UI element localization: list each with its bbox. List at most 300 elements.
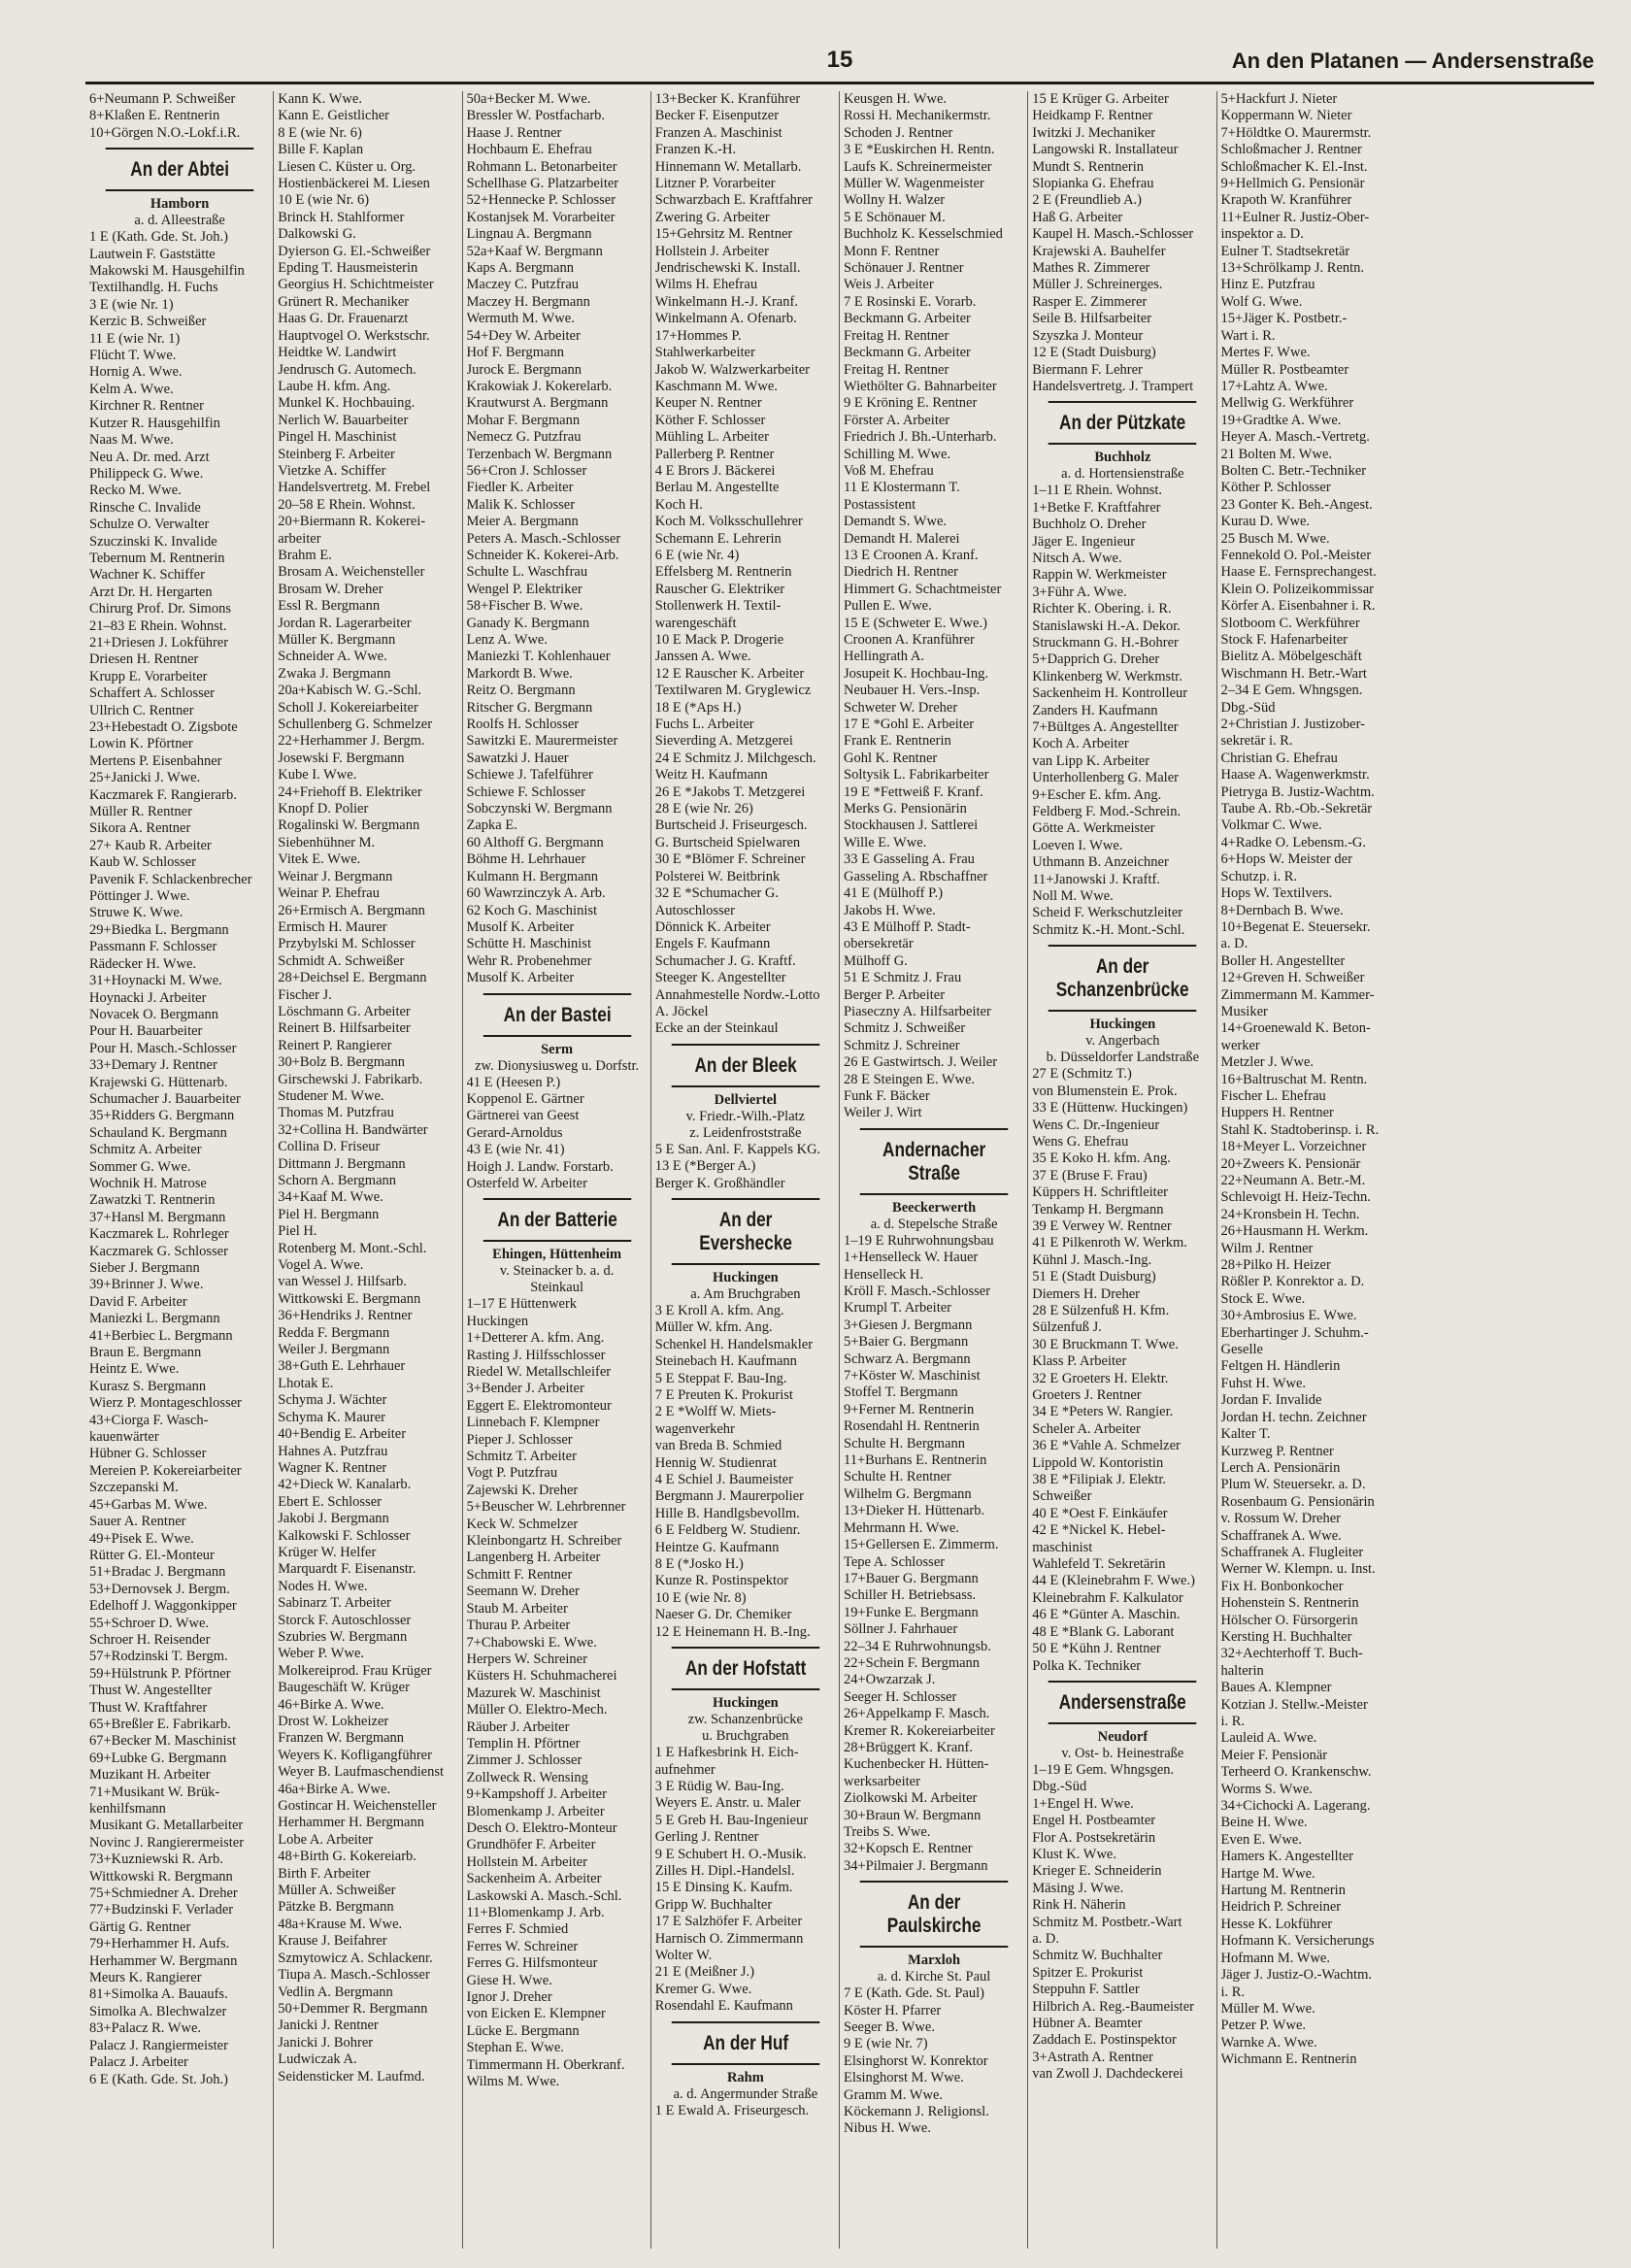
directory-entry: Mazurek W. Maschinist xyxy=(466,1684,601,1701)
directory-entry: Kann K. Wwe. xyxy=(278,91,362,107)
district-name: Huckingen xyxy=(713,1695,779,1712)
directory-entry: Schullenberg G. Schmelzer xyxy=(278,717,433,733)
directory-entry: Pullen E. Wwe. xyxy=(844,598,932,615)
directory-entry: Zilles H. Dipl.-Handelsl. xyxy=(654,1862,795,1879)
directory-entry: 7 E (Kath. Gde. St. Paul) xyxy=(844,1985,984,2002)
directory-entry: von Eicken E. Klempner xyxy=(466,2006,606,2022)
directory-entry: Ecke an der Steinkaul xyxy=(654,1020,779,1037)
directory-entry: Lücke E. Bergmann xyxy=(466,2022,580,2039)
directory-entry: Jurock E. Bergmann xyxy=(466,361,582,378)
directory-entry: Diemers H. Dreher xyxy=(1032,1285,1140,1302)
directory-entry: 5+Baier G. Bergmann xyxy=(844,1334,969,1351)
directory-entry: Kurzweg P. Rentner xyxy=(1220,1443,1334,1459)
directory-entry: Przybylski M. Schlosser xyxy=(278,936,416,952)
directory-entry: Dittmann J. Bergmann xyxy=(278,1155,406,1172)
directory-entry: 71+Musikant W. Brük- xyxy=(89,1784,220,1800)
directory-entry: Janssen A. Wwe. xyxy=(654,649,751,665)
directory-entry: Hoigh J. Landw. Forstarb. xyxy=(466,1158,614,1175)
directory-entry: Biermann F. Lehrer xyxy=(1032,361,1143,378)
directory-entry: Krajewski G. Hüttenarb. xyxy=(89,1074,228,1090)
directory-entry: Schönauer J. Rentner xyxy=(844,260,964,277)
directory-entry: Monn F. Rentner xyxy=(844,243,940,259)
directory-entry: Sauer A. Rentner xyxy=(89,1514,186,1530)
directory-entry: 13+Dieker H. Hüttenarb. xyxy=(844,1503,985,1519)
directory-entry: Birth F. Arbeiter xyxy=(278,1865,371,1882)
street-description: v. Angerbach xyxy=(1085,1033,1160,1050)
directory-entry: Demandt S. Wwe. xyxy=(844,514,948,530)
directory-entry: Sackenheim H. Kontrolleur xyxy=(1032,685,1188,702)
directory-entry: 10 E (wie Nr. 6) xyxy=(278,192,370,209)
directory-entry: Klein O. Polizeikommissar xyxy=(1220,581,1374,597)
directory-entry: Gärtnerei van Geest xyxy=(466,1108,580,1124)
directory-entry: 13+Becker K. Kranführer xyxy=(654,91,801,107)
directory-entry: halterin xyxy=(1220,1662,1264,1679)
directory-entry: Flücht T. Wwe. xyxy=(89,348,177,364)
street-description: z. Leidenfroststraße xyxy=(689,1124,802,1141)
directory-entry: Bille F. Kaplan xyxy=(278,142,364,158)
directory-entry: 32 E Groeters H. Elektr. xyxy=(1032,1370,1169,1386)
directory-entry: Hartge M. Wwe. xyxy=(1220,1865,1315,1882)
directory-entry: Klass P. Arbeiter xyxy=(1032,1353,1127,1370)
directory-entry: 30+Bolz B. Bergmann xyxy=(278,1054,405,1071)
directory-entry: Maczey C. Putzfrau xyxy=(466,277,580,293)
directory-entry: Wille E. Wwe. xyxy=(844,834,927,850)
directory-column xyxy=(840,91,1028,2249)
directory-entry: Stephan E. Wwe. xyxy=(466,2040,564,2056)
directory-entry: Keusgen H. Wwe. xyxy=(844,91,948,107)
directory-entry: Georgius H. Schichtmeister xyxy=(278,277,434,293)
directory-entry: G. Burtscheid Spielwaren xyxy=(654,834,801,850)
directory-entry: Weyer B. Laufmaschendienst xyxy=(278,1764,445,1781)
directory-entry: 52a+Kaaf W. Bergmann xyxy=(466,243,603,259)
directory-entry: Braun E. Bergmann xyxy=(89,1345,202,1361)
directory-entry: 9+Kampshoff J. Arbeiter xyxy=(466,1786,607,1803)
street-description: a. Am Bruchgraben xyxy=(690,1285,801,1302)
directory-entry: 5 E Greb H. Bau-Ingenieur xyxy=(654,1812,809,1828)
directory-entry: 7+Höldtke O. Maurermstr. xyxy=(1220,124,1372,141)
directory-entry: Rädecker H. Wwe. xyxy=(89,955,197,972)
directory-entry: Müller M. Wwe. xyxy=(1220,2000,1315,2017)
directory-entry: Dbg.-Süd xyxy=(1032,1779,1087,1795)
directory-entry: Steeger K. Angestellter xyxy=(654,970,786,986)
directory-entry: Mellwig G. Werkführer xyxy=(1220,395,1354,412)
directory-entry: 22+Neumann A. Betr.-M. xyxy=(1220,1173,1366,1188)
directory-entry: Scheid F. Werkschutzleiter xyxy=(1032,905,1183,921)
directory-entry: 42 E *Nickel K. Hebel- xyxy=(1032,1522,1166,1539)
directory-entry: 8+Dernbach B. Wwe. xyxy=(1220,902,1344,918)
directory-entry: Szuczinski K. Invalide xyxy=(89,533,217,550)
directory-entry: Vietzke A. Schiffer xyxy=(278,462,386,479)
directory-entry: Girschewski J. Fabrikarb. xyxy=(278,1071,423,1087)
directory-entry: 20+Zweers K. Pensionär xyxy=(1220,1155,1361,1172)
page-number: 15 xyxy=(826,47,853,73)
directory-entry: Uthmann B. Anzeichner xyxy=(1032,854,1169,871)
directory-entry: 3+Astrath A. Rentner xyxy=(1032,2049,1153,2065)
directory-entry: Dbg.-Süd xyxy=(1220,699,1276,716)
directory-entry: 4+Radke O. Lebensm.-G. xyxy=(1220,834,1367,850)
directory-entry: Ullrich C. Rentner xyxy=(89,702,194,718)
directory-entry: Küppers H. Schriftleiter xyxy=(1032,1184,1168,1201)
directory-entry: 24 E Schmitz J. Milchgesch. xyxy=(654,750,816,766)
directory-entry: Pour H. Bauarbeiter xyxy=(89,1023,203,1040)
directory-entry: Fischer L. Ehefrau xyxy=(1220,1087,1326,1104)
directory-entry: 8+Klaßen E. Rentnerin xyxy=(89,108,220,124)
directory-entry: Autoschlosser xyxy=(654,902,735,918)
directory-entry: Hartung M. Rentnerin xyxy=(1220,1883,1346,1899)
directory-entry: Wolf G. Wwe. xyxy=(1220,293,1303,310)
directory-entry: Kaczmarek L. Rohrleger xyxy=(89,1226,229,1243)
directory-entry: Mathes R. Zimmerer xyxy=(1032,260,1150,277)
directory-entry: Herhammer W. Bergmann xyxy=(89,1952,238,1969)
directory-entry: Müller R. Postbeamter xyxy=(1220,361,1349,378)
directory-entry: Krautwurst A. Bergmann xyxy=(466,395,609,412)
directory-entry: 34+Kaaf M. Wwe. xyxy=(278,1189,383,1206)
directory-entry: 1 E Ewald A. Friseurgesch. xyxy=(654,2102,810,2118)
directory-entry: Malik K. Schlosser xyxy=(466,496,576,513)
directory-entry: 24+Friehoff B. Elektriker xyxy=(278,784,422,800)
street-heading: An der Bleek xyxy=(672,1044,820,1087)
directory-entry: Berger P. Arbeiter xyxy=(844,986,946,1003)
directory-entry: Mertens P. Eisenbahner xyxy=(89,752,222,769)
directory-entry: Redda F. Bergmann xyxy=(278,1324,390,1341)
directory-entry: 28 E (wie Nr. 26) xyxy=(654,801,753,817)
directory-entry: Schloßmacher K. El.-Inst. xyxy=(1220,158,1368,175)
directory-entry: Liesen C. Küster u. Org. xyxy=(278,158,416,175)
directory-entry: Kaschmann M. Wwe. xyxy=(654,378,778,394)
directory-entry: Handelsvertretg. J. Trampert xyxy=(1032,378,1194,394)
directory-entry: Hellingrath A. xyxy=(844,649,924,665)
directory-entry: Koch A. Arbeiter xyxy=(1032,736,1129,752)
directory-entry: 25+Janicki J. Wwe. xyxy=(89,770,201,786)
directory-entry: Maniezki T. Kohlenhauer xyxy=(466,649,611,665)
directory-entry: Haase E. Fernsprechangest. xyxy=(1220,564,1377,581)
directory-entry: 11+Janowski J. Kraftf. xyxy=(1032,871,1160,887)
directory-entry: Müller W. kfm. Ang. xyxy=(654,1319,773,1336)
directory-entry: 40+Bendig E. Arbeiter xyxy=(278,1426,407,1443)
directory-entry: 50a+Becker M. Wwe. xyxy=(466,91,591,107)
directory-entry: 31+Hoynacki M. Wwe. xyxy=(89,973,222,989)
directory-entry: Schmitz J. Schweißer xyxy=(844,1020,966,1037)
directory-entry: 30 E *Blömer F. Schreiner xyxy=(654,851,806,868)
directory-entry: Stollenwerk H. Textil- xyxy=(654,598,782,615)
directory-column xyxy=(651,91,840,2249)
directory-entry: 1+Engel H. Wwe. xyxy=(1032,1795,1134,1812)
directory-entry: Steppuhn F. Sattler xyxy=(1032,1982,1140,1998)
directory-entry: 50 E *Kühn J. Rentner xyxy=(1032,1641,1161,1657)
directory-entry: Schiller H. Betriebsass. xyxy=(844,1587,977,1604)
directory-entry: Marquardt F. Eisenanstr. xyxy=(278,1561,416,1578)
directory-entry: Meier A. Bergmann xyxy=(466,514,579,530)
directory-column xyxy=(463,91,651,2249)
directory-entry: Rütter G. El.-Monteur xyxy=(89,1547,215,1563)
directory-entry: 33+Demary J. Rentner xyxy=(89,1057,217,1074)
directory-entry: Noll M. Wwe. xyxy=(1032,888,1114,905)
directory-entry: 57+Rodzinski T. Bergm. xyxy=(89,1649,228,1665)
directory-entry: Voß M. Ehefrau xyxy=(844,462,934,479)
directory-entry: A. Jöckel xyxy=(654,1003,709,1019)
directory-entry: Kutzer R. Hausgehilfin xyxy=(89,415,220,431)
directory-entry: Grünert R. Mechaniker xyxy=(278,293,410,310)
directory-entry: Weber P. Wwe. xyxy=(278,1646,365,1662)
directory-entry: 2–34 E Gem. Whngsgen. xyxy=(1220,683,1363,699)
directory-entry: Reitz O. Bergmann xyxy=(466,683,576,699)
directory-entry: 48+Birth G. Kokereiarb. xyxy=(278,1849,416,1865)
directory-entry: Plum W. Steuersekr. a. D. xyxy=(1220,1477,1366,1493)
directory-entry: Müller J. Schreinerges. xyxy=(1032,277,1163,293)
directory-entry: Piel H. xyxy=(278,1223,317,1240)
directory-entry: 32+Aechterhoff T. Buch- xyxy=(1220,1646,1363,1662)
directory-entry: Desch O. Elektro-Monteur xyxy=(466,1819,617,1836)
directory-entry: Heyer A. Masch.-Vertretg. xyxy=(1220,429,1370,446)
directory-entry: Studener M. Wwe. xyxy=(278,1087,384,1104)
directory-entry: van Zwoll J. Dachdeckerei xyxy=(1032,2066,1183,2083)
directory-entry: Kirchner R. Rentner xyxy=(89,398,204,415)
directory-entry: 10 E Mack P. Drogerie xyxy=(654,632,784,648)
directory-entry: 2 E *Wolff W. Miets- xyxy=(654,1404,777,1420)
directory-entry: 12 E (Stadt Duisburg) xyxy=(1032,345,1156,361)
directory-entry: Henselleck H. xyxy=(844,1266,924,1283)
directory-entry: 6+Neumann P. Schweißer xyxy=(89,91,236,107)
directory-entry: Thurau P. Arbeiter xyxy=(466,1618,571,1634)
directory-entry: 25 Busch M. Wwe. xyxy=(1220,530,1330,547)
directory-entry: Zajewski K. Dreher xyxy=(466,1482,579,1498)
directory-entry: Nemecz G. Putzfrau xyxy=(466,429,582,446)
directory-entry: Schmitz T. Arbeiter xyxy=(466,1449,577,1465)
directory-entry: 34+Cichocki A. Lagerang. xyxy=(1220,1798,1371,1815)
directory-entry: Gostincar H. Weichensteller xyxy=(278,1798,437,1815)
directory-entry: aufnehmer xyxy=(654,1761,716,1778)
directory-entry: Schmitz K.-H. Mont.-Schl. xyxy=(1032,921,1185,938)
directory-entry: Krupp E. Vorarbeiter xyxy=(89,668,208,684)
directory-entry: 5+Beuscher W. Lehrbrenner xyxy=(466,1499,626,1516)
directory-entry: Brinck H. Stahlformer xyxy=(278,209,405,225)
directory-entry: Sabinarz T. Arbeiter xyxy=(278,1595,391,1612)
district-name: Huckingen xyxy=(1089,1017,1156,1033)
directory-entry: Zanders H. Kaufmann xyxy=(1032,702,1158,718)
directory-entry: Krapoth W. Kranführer xyxy=(1220,192,1352,209)
directory-entry: Zwaka J. Bergmann xyxy=(278,665,391,682)
directory-entry: Worms S. Wwe. xyxy=(1220,1781,1313,1797)
directory-entry: 20a+Kabisch W. G.-Schl. xyxy=(278,683,422,699)
street-heading: An der Batterie xyxy=(483,1198,631,1242)
directory-entry: Slotboom C. Werkführer xyxy=(1220,615,1360,631)
street-description: a. d. Alleestraße xyxy=(134,213,225,229)
directory-column xyxy=(1217,91,1406,2249)
directory-entry: 17 E *Gohl E. Arbeiter xyxy=(844,717,975,733)
directory-entry: Hof F. Bergmann xyxy=(466,345,564,361)
directory-entry: 18 E (*Aps H.) xyxy=(654,699,742,716)
directory-entry: 12+Greven H. Schweißer xyxy=(1220,970,1365,986)
directory-entry: von Blumenstein E. Prok. xyxy=(1032,1083,1178,1099)
directory-entry: 23+Hebestadt O. Zigsbote xyxy=(89,719,238,735)
directory-entry: Dalkowski G. xyxy=(278,226,356,243)
directory-entry: 77+Budzinski F. Verlader xyxy=(89,1902,234,1918)
directory-entry: Friedrich J. Bh.-Unterharb. xyxy=(844,429,997,446)
directory-entry: Pingel H. Maschinist xyxy=(278,429,397,446)
directory-entry: Schiewe F. Schlosser xyxy=(466,784,585,800)
directory-entry: Volkmar C. Wwe. xyxy=(1220,817,1322,834)
directory-entry: David F. Arbeiter xyxy=(89,1293,187,1310)
directory-entry: Warnke A. Wwe. xyxy=(1220,2034,1317,2051)
directory-entry: Janicki J. Bohrer xyxy=(278,2034,374,2051)
directory-entry: Fennekold O. Pol.-Meister xyxy=(1220,547,1372,563)
directory-entry: Stoffel T. Bergmann xyxy=(844,1384,958,1401)
street-heading: An der Eversheckе xyxy=(672,1198,820,1265)
directory-entry: 32 E *Schumacher G. xyxy=(654,885,779,902)
directory-entry: Sackenheim A. Arbeiter xyxy=(466,1871,602,1887)
directory-entry: Annahmestelle Nordw.-Lotto xyxy=(654,986,820,1003)
directory-entry: Neubauer H. Vers.-Insp. xyxy=(844,683,981,699)
street-description: v. Steinacker b. a. d. xyxy=(499,1263,615,1280)
directory-entry: Götte A. Werkmeister xyxy=(1032,820,1155,837)
directory-entry: Elsinghorst M. Wwe. xyxy=(844,2070,964,2086)
directory-entry: Hofmann M. Wwe. xyxy=(1220,1950,1330,1966)
directory-entry: 26+Appelkamp F. Masch. xyxy=(844,1706,990,1722)
directory-entry: 1+Betke F. Kraftfahrer xyxy=(1032,499,1161,516)
directory-entry: Klust K. Wwe. xyxy=(1032,1846,1116,1862)
directory-entry: Fischer J. xyxy=(278,986,332,1003)
page-header xyxy=(85,43,1594,84)
directory-entry: 7+Chabowski E. Wwe. xyxy=(466,1634,597,1651)
directory-entry: a. D. xyxy=(1220,936,1248,952)
directory-entry: Arzt Dr. H. Hergarten xyxy=(89,584,213,600)
directory-entry: Christian G. Ehefrau xyxy=(1220,750,1338,766)
directory-entry: 38+Guth E. Lehrhauer xyxy=(278,1358,406,1375)
directory-entry: Groeters J. Rentner xyxy=(1032,1387,1142,1403)
directory-entry: Musikant G. Metallarbeiter xyxy=(89,1818,244,1834)
directory-entry: Zawatzki T. Rentnerin xyxy=(89,1192,216,1209)
street-description: zw. Dionysiusweg u. Dorfstr. xyxy=(475,1057,640,1074)
directory-entry: Mühling L. Arbeiter xyxy=(654,429,769,446)
directory-entry: Lauleid A. Wwe. xyxy=(1220,1730,1317,1747)
directory-entry: Kaczmarek F. Rangierarb. xyxy=(89,786,237,803)
directory-entry: Hahnes A. Putzfrau xyxy=(278,1443,388,1459)
directory-entry: Maniezki L. Bergmann xyxy=(89,1311,220,1327)
directory-entry: Funk F. Bäcker xyxy=(844,1087,930,1104)
directory-entry: Hornig A. Wwe. xyxy=(89,364,183,381)
directory-entry: 3+Führ A. Wwe. xyxy=(1032,584,1127,600)
directory-entry: 34+Pilmaier J. Bergmann xyxy=(844,1857,988,1874)
directory-entry: 15 E Dinsing K. Kaufm. xyxy=(654,1880,793,1896)
directory-entry: Reinert P. Rangierer xyxy=(278,1037,392,1053)
directory-entry: 37+Hansl M. Bergmann xyxy=(89,1209,226,1225)
directory-entry: 37 E (Bruse F. Frau) xyxy=(1032,1167,1148,1184)
directory-entry: Fuhst H. Wwe. xyxy=(1220,1375,1307,1391)
directory-entry: 24+Kronsbein H. Techn. xyxy=(1220,1206,1360,1222)
directory-entry: 1–17 E Hüttenwerk xyxy=(466,1296,578,1313)
directory-entry: Ludwiczak A. xyxy=(278,2051,357,2068)
directory-entry: Elsinghorst W. Konrektor xyxy=(844,2052,988,2069)
directory-entry: Ritscher G. Bergmann xyxy=(466,699,593,716)
directory-entry: 26 E *Jakobs T. Metzgerei xyxy=(654,784,806,800)
directory-entry: 49+Pisek E. Wwe. xyxy=(89,1530,194,1547)
directory-entry: van Lipp K. Arbeiter xyxy=(1032,752,1150,769)
directory-entry: Mehrmann H. Wwe. xyxy=(844,1519,959,1536)
directory-entry: Bressler W. Postfacharb. xyxy=(466,108,606,124)
directory-entry: i. R. xyxy=(1220,1984,1246,2000)
directory-entry: 11 E Klostermann T. xyxy=(844,480,960,496)
directory-entry: Josupeit K. Hochbau-Ing. xyxy=(844,665,989,682)
directory-entry: Even E. Wwe. xyxy=(1220,1831,1302,1848)
directory-entry: Schmitt F. Rentner xyxy=(466,1566,573,1583)
directory-entry: Gerard-Arnoldus xyxy=(466,1124,563,1141)
directory-entry: Wollny H. Walzer xyxy=(844,192,946,209)
directory-entry: 65+Breßler E. Fabrikarb. xyxy=(89,1716,231,1732)
directory-entry: 17+Hommes P. xyxy=(654,327,742,344)
directory-entry: Hölscher O. Fürsorgerin xyxy=(1220,1612,1358,1628)
directory-entry: Jordan F. Invalide xyxy=(1220,1392,1322,1409)
directory-entry: Jakobi J. Bergmann xyxy=(278,1511,389,1527)
directory-entry: Grundhöfer F. Arbeiter xyxy=(466,1837,596,1853)
directory-entry: 5 E Steppat F. Bau-Ing. xyxy=(654,1370,787,1386)
directory-entry: Beckmann G. Arbeiter xyxy=(844,345,971,361)
directory-entry: Zollweck R. Wensing xyxy=(466,1769,588,1785)
directory-entry: kenhilfsmann xyxy=(89,1801,166,1817)
directory-entry: Rappin W. Werkmeister xyxy=(1032,567,1167,584)
directory-entry: Schloßmacher J. Rentner xyxy=(1220,142,1362,158)
directory-entry: Kröll F. Masch.-Schlosser xyxy=(844,1284,991,1299)
directory-entry: Markordt B. Wwe. xyxy=(466,665,573,682)
directory-entry: Hollstein M. Arbeiter xyxy=(466,1853,587,1870)
directory-entry: Laskowski A. Masch.-Schl. xyxy=(466,1887,622,1904)
directory-entry: Hostienbäckerei M. Liesen xyxy=(278,176,430,192)
directory-entry: Wochnik H. Matrose xyxy=(89,1175,207,1191)
directory-entry: 27+ Kaub R. Arbeiter xyxy=(89,837,212,853)
directory-entry: Seemann W. Dreher xyxy=(466,1584,580,1600)
directory-entry: 10+Görgen N.O.-Lokf.i.R. xyxy=(89,124,241,141)
directory-entry: Diedrich H. Rentner xyxy=(844,564,958,581)
directory-entry: 9+Hellmich G. Pensionär xyxy=(1220,176,1365,192)
directory-columns xyxy=(85,91,1594,2249)
directory-entry: Fuchs L. Arbeiter xyxy=(654,717,754,733)
directory-entry: Polka K. Techniker xyxy=(1032,1657,1142,1674)
directory-entry: 48a+Krause M. Wwe. xyxy=(278,1916,403,1932)
directory-entry: Beine H. Wwe. xyxy=(1220,1815,1308,1831)
directory-entry: 54+Dey W. Arbeiter xyxy=(466,327,581,344)
directory-entry: Driesen H. Rentner xyxy=(89,651,199,668)
directory-entry: Blomenkamp J. Arbeiter xyxy=(466,1803,605,1819)
directory-entry: Schoden J. Rentner xyxy=(844,124,953,141)
directory-entry: Vogel A. Wwe. xyxy=(278,1257,364,1274)
directory-entry: Köckemann J. Religionsl. xyxy=(844,2104,989,2120)
directory-entry: Keuper N. Rentner xyxy=(654,395,762,412)
directory-entry: 32+Kopsch E. Rentner xyxy=(844,1841,973,1857)
directory-entry: Weiler J. Bergmann xyxy=(278,1342,390,1358)
directory-entry: Seidensticker M. Laufmd. xyxy=(278,2068,425,2085)
directory-entry: Hops W. Textilvers. xyxy=(1220,885,1333,902)
street-heading: An der Abtei xyxy=(106,148,254,191)
directory-entry: 16+Baltruschat M. Rentn. xyxy=(1220,1071,1368,1087)
directory-entry: Novacek O. Bergmann xyxy=(89,1006,219,1022)
district-name: Dellviertel xyxy=(714,1091,778,1108)
directory-entry: Scholl J. Kokereiarbeiter xyxy=(278,699,418,716)
directory-entry: Schulze O. Verwalter xyxy=(89,517,210,533)
directory-entry: Weiler J. Wirt xyxy=(844,1105,922,1121)
directory-entry: Seeger H. Schlosser xyxy=(844,1688,957,1705)
directory-entry: Palacz J. Rangiermeister xyxy=(89,2037,228,2053)
directory-column xyxy=(1028,91,1216,2249)
directory-entry: 30+Braun W. Bergmann xyxy=(844,1807,982,1823)
directory-entry: 6 E (wie Nr. 4) xyxy=(654,547,740,563)
directory-entry: Berger K. Großhändler xyxy=(654,1175,785,1191)
directory-entry: 81+Simolka A. Bauaufs. xyxy=(89,1986,228,2003)
directory-entry: Ignor J. Dreher xyxy=(466,1989,552,2006)
directory-entry: 3 E *Euskirchen H. Rentn. xyxy=(844,142,995,158)
directory-entry: van Wessel J. Hilfsarb. xyxy=(278,1274,407,1290)
directory-entry: Eberhartinger J. Schuhm.- xyxy=(1220,1324,1369,1341)
street-heading: Andersenstraße xyxy=(1048,1681,1197,1724)
directory-entry: Muzikant H. Arbeiter xyxy=(89,1767,211,1784)
